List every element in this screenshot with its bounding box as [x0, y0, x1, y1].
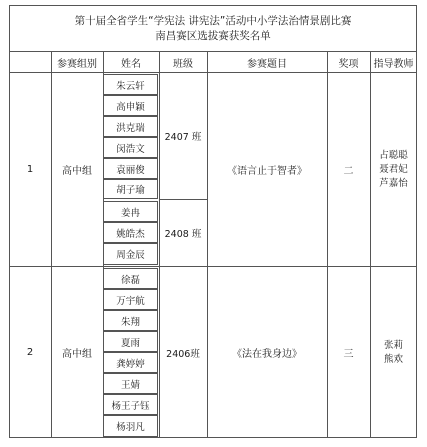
teacher-name: 芦嘉怡 [379, 177, 408, 189]
teachers [370, 73, 417, 266]
student-name: 夏雨 [103, 331, 158, 352]
student-name: 姚皓杰 [103, 222, 158, 243]
table-title [9, 5, 417, 51]
award: 三 [343, 349, 354, 360]
student-name: 朱云轩 [103, 74, 158, 95]
row-index: 1 [26, 164, 34, 175]
header-topic: 参赛题目 [247, 58, 287, 70]
header-teacher: 指导教师 [373, 58, 414, 70]
class-name: 2407 班 [164, 132, 202, 143]
student-name: 周金辰 [103, 243, 158, 265]
header-award: 奖项 [338, 58, 359, 70]
student-name: 袁丽俊 [103, 158, 158, 179]
student-name: 朱翔 [103, 310, 158, 331]
student-name: 王婧 [103, 373, 158, 394]
row-group: 高中组 [62, 166, 92, 177]
student-name: 龚婷婷 [103, 352, 158, 373]
student-name: 闵浩文 [103, 137, 158, 158]
teacher-name: 聂君妃 [379, 163, 408, 175]
teacher-name: 占聪聪 [379, 149, 408, 161]
student-name: 万宇航 [103, 289, 158, 310]
student-name: 姜冉 [103, 201, 158, 222]
row-index: 2 [26, 347, 34, 358]
student-name: 胡子瑜 [103, 179, 158, 199]
teachers [370, 267, 417, 438]
student-name: 洪克瑞 [103, 116, 158, 137]
award: 二 [343, 166, 354, 177]
student-name: 高申颖 [103, 95, 158, 116]
header-group: 参赛组别 [57, 58, 97, 70]
teacher-name: 张莉 [383, 339, 403, 351]
student-name: 杨羽凡 [103, 415, 158, 437]
header-class: 班级 [173, 58, 193, 70]
teacher-name: 熊欢 [383, 353, 403, 365]
class-name: 2408 班 [164, 229, 202, 240]
student-name: 杨王子钰 [103, 394, 158, 415]
topic: 《法在我身边》 [232, 349, 302, 360]
header-name: 姓名 [121, 58, 141, 70]
student-name: 徐磊 [103, 268, 158, 289]
title-line-1: 第十届全省学生“学宪法 讲宪法”活动中小学法治情景剧比赛 [74, 15, 352, 27]
topic: 《语言止于智者》 [227, 166, 307, 177]
class-name: 2406班 [166, 348, 200, 360]
title-line-2: 南昌赛区选拔赛获奖名单 [155, 30, 271, 42]
row-group: 高中组 [62, 349, 92, 360]
